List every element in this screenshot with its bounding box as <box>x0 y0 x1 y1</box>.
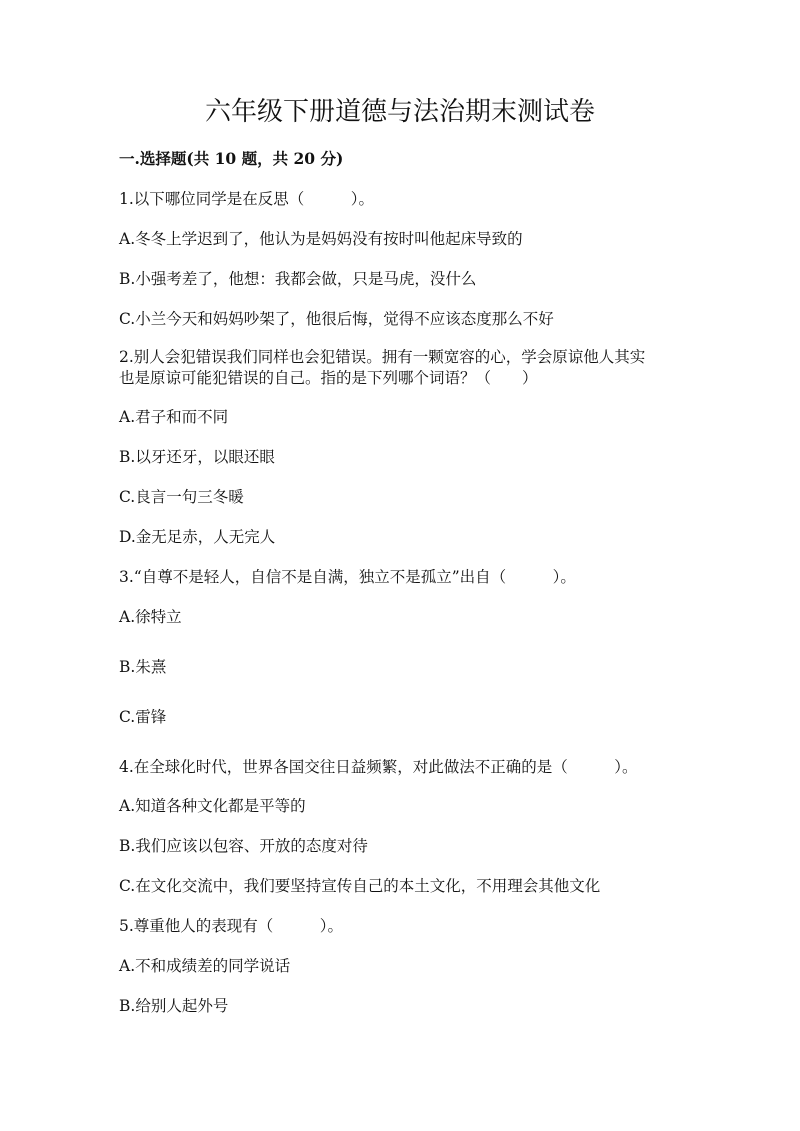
page-title: 六年级下册道德与法治期末测试卷 <box>204 97 595 127</box>
question-1-option-c: C.小兰今天和妈妈吵架了，他很后悔，觉得不应该态度那么不好 <box>119 310 554 328</box>
question-4-option-a: A.知道各种文化都是平等的 <box>119 797 306 815</box>
question-5-stem: 5.尊重他人的表现有（ ）。 <box>119 917 344 935</box>
question-2-option-c: C.良言一句三冬暖 <box>119 488 244 506</box>
question-4-option-b: B.我们应该以包容、开放的态度对待 <box>119 837 368 855</box>
question-5-option-b: B.给别人起外号 <box>119 997 229 1015</box>
question-4-option-c: C.在文化交流中，我们要坚持宣传自己的本土文化，不用理会其他文化 <box>119 877 601 895</box>
question-2-option-d: D.金无足赤，人无完人 <box>119 528 276 546</box>
question-5-option-a: A.不和成绩差的同学说话 <box>119 957 291 975</box>
question-2-stem-line-1: 2.别人会犯错误我们同样也会犯错误。拥有一颗宽容的心，学会原谅他人其实 <box>119 348 646 366</box>
question-3-option-a: A.徐特立 <box>119 608 182 626</box>
question-2-option-a: A.君子和而不同 <box>119 408 229 426</box>
question-4-stem: 4.在全球化时代，世界各国交往日益频繁，对此做法不正确的是（ ）。 <box>119 758 638 776</box>
question-1-stem: 1.以下哪位同学是在反思（ ）。 <box>119 190 375 208</box>
question-3-option-c: C.雷锋 <box>119 708 167 726</box>
question-2-option-b: B.以牙还牙，以眼还眼 <box>119 448 275 466</box>
question-3-option-b: B.朱熹 <box>119 658 167 676</box>
question-2-stem-line-2: 也是原谅可能犯错误的自己。指的是下列哪个词语？（ ） <box>119 369 538 387</box>
question-1-option-b: B.小强考差了，他想：我都会做，只是马虎，没什么 <box>119 270 477 288</box>
section-heading: 一.选择题(共 10 题，共 20 分) <box>119 149 344 168</box>
question-1-option-a: A.冬冬上学迟到了，他认为是妈妈没有按时叫他起床导致的 <box>119 230 523 248</box>
question-3-stem: 3.“自尊不是轻人，自信不是自满，独立不是孤立”出自（ ）。 <box>119 568 576 586</box>
